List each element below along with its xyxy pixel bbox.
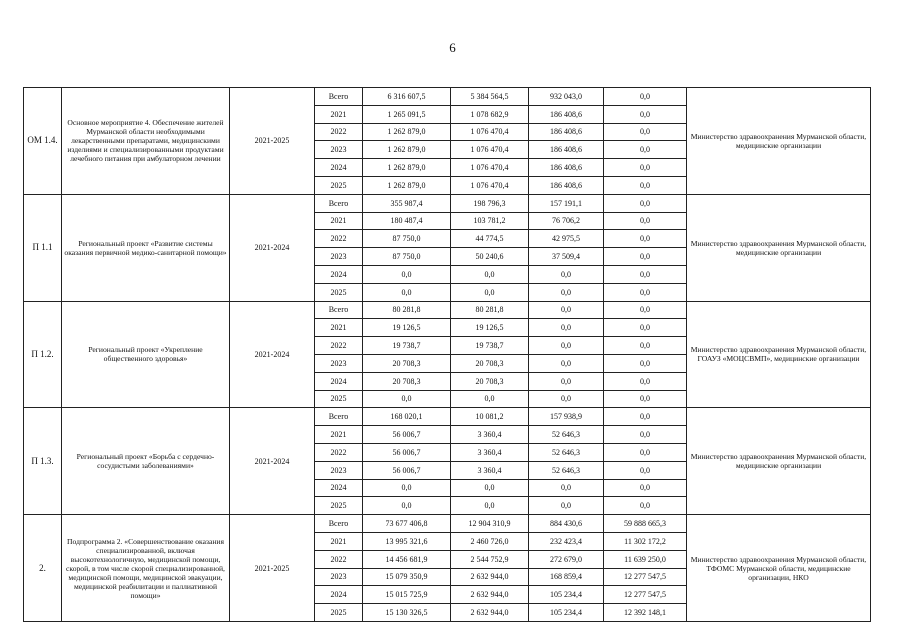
amount-cell: 198 796,3 [451, 194, 529, 212]
year-cell: 2023 [315, 354, 363, 372]
amount-cell: 56 006,7 [363, 443, 451, 461]
amount-cell: 0,0 [529, 479, 604, 497]
amount-cell: 0,0 [604, 319, 687, 337]
responsible-executor: Министерство здравоохранения Мурманской области, медицинские организации [687, 408, 871, 515]
amount-cell: 0,0 [604, 443, 687, 461]
year-cell: 2025 [315, 390, 363, 408]
section-period: 2021-2024 [230, 408, 315, 515]
amount-cell: 105 234,4 [529, 586, 604, 604]
amount-cell: 76 706,2 [529, 212, 604, 230]
amount-cell: 20 708,3 [451, 372, 529, 390]
amount-cell: 87 750,0 [363, 230, 451, 248]
amount-cell: 186 408,6 [529, 159, 604, 177]
amount-cell: 3 360,4 [451, 443, 529, 461]
year-cell: Всего [315, 301, 363, 319]
section-period: 2021-2024 [230, 301, 315, 408]
section-code: ОМ 1.4. [24, 88, 62, 195]
table-row [24, 515, 871, 533]
amount-cell: 56 006,7 [363, 426, 451, 444]
amount-cell: 0,0 [604, 230, 687, 248]
amount-cell: 186 408,6 [529, 176, 604, 194]
amount-cell: 20 708,3 [451, 354, 529, 372]
amount-cell: 186 408,6 [529, 105, 604, 123]
amount-cell: 1 076 470,4 [451, 123, 529, 141]
amount-cell: 0,0 [604, 390, 687, 408]
section-code: П 1.2. [24, 301, 62, 408]
amount-cell: 52 646,3 [529, 426, 604, 444]
year-cell: 2022 [315, 337, 363, 355]
section-period: 2021-2025 [230, 88, 315, 195]
amount-cell: 168 020,1 [363, 408, 451, 426]
year-cell: 2022 [315, 443, 363, 461]
year-cell: 2023 [315, 568, 363, 586]
year-cell: 2021 [315, 319, 363, 337]
amount-cell: 186 408,6 [529, 123, 604, 141]
amount-cell: 3 360,4 [451, 426, 529, 444]
amount-cell: 0,0 [604, 497, 687, 515]
amount-cell: 0,0 [529, 390, 604, 408]
amount-cell: 1 262 879,0 [363, 141, 451, 159]
amount-cell: 0,0 [529, 372, 604, 390]
amount-cell: 42 975,5 [529, 230, 604, 248]
year-cell: Всего [315, 408, 363, 426]
year-cell: 2024 [315, 479, 363, 497]
amount-cell: 0,0 [363, 265, 451, 283]
amount-cell: 87 750,0 [363, 248, 451, 266]
amount-cell: 15 079 350,9 [363, 568, 451, 586]
amount-cell: 2 460 726,0 [451, 532, 529, 550]
amount-cell: 157 938,9 [529, 408, 604, 426]
responsible-executor: Министерство здравоохранения Мурманской области, медицинские организации [687, 194, 871, 301]
amount-cell: 0,0 [604, 141, 687, 159]
amount-cell: 0,0 [604, 123, 687, 141]
amount-cell: 0,0 [529, 265, 604, 283]
section-code: П 1.1 [24, 194, 62, 301]
amount-cell: 44 774,5 [451, 230, 529, 248]
amount-cell: 157 191,1 [529, 194, 604, 212]
table-row [24, 88, 871, 106]
table-row [24, 301, 871, 319]
year-cell: 2024 [315, 372, 363, 390]
amount-cell: 0,0 [529, 337, 604, 355]
year-cell: Всего [315, 515, 363, 533]
amount-cell: 186 408,6 [529, 141, 604, 159]
amount-cell: 11 302 172,2 [604, 532, 687, 550]
amount-cell: 0,0 [529, 497, 604, 515]
amount-cell: 0,0 [451, 479, 529, 497]
amount-cell: 0,0 [451, 265, 529, 283]
amount-cell: 0,0 [604, 248, 687, 266]
amount-cell: 0,0 [604, 265, 687, 283]
amount-cell: 19 126,5 [363, 319, 451, 337]
amount-cell: 103 781,2 [451, 212, 529, 230]
year-cell: 2025 [315, 176, 363, 194]
section-name: Подпрограмма 2. «Совершенствование оказания специализированной, включая высокотехнологичную, медицинской помощи, скорой, в том числе скорой специализированной, медицинской помощи, медицинской эвакуации, медицинской реабилитации и паллиативной помощи» [62, 515, 230, 622]
year-cell: 2022 [315, 230, 363, 248]
amount-cell: 884 430,6 [529, 515, 604, 533]
amount-cell: 12 392 148,1 [604, 604, 687, 622]
amount-cell: 2 632 944,0 [451, 568, 529, 586]
year-cell: Всего [315, 194, 363, 212]
amount-cell: 80 281,8 [451, 301, 529, 319]
year-cell: 2021 [315, 105, 363, 123]
year-cell: 2025 [315, 283, 363, 301]
amount-cell: 1 076 470,4 [451, 176, 529, 194]
responsible-executor: Министерство здравоохранения Мурманской области, ГОАУЗ «МОЦСВМП», медицинские организации [687, 301, 871, 408]
amount-cell: 0,0 [604, 372, 687, 390]
amount-cell: 105 234,4 [529, 604, 604, 622]
year-cell: 2022 [315, 123, 363, 141]
amount-cell: 52 646,3 [529, 443, 604, 461]
amount-cell: 232 423,4 [529, 532, 604, 550]
section-period: 2021-2025 [230, 515, 315, 622]
amount-cell: 1 076 470,4 [451, 159, 529, 177]
amount-cell: 355 987,4 [363, 194, 451, 212]
year-cell: 2024 [315, 265, 363, 283]
amount-cell: 2 632 944,0 [451, 604, 529, 622]
amount-cell: 52 646,3 [529, 461, 604, 479]
year-cell: 2021 [315, 532, 363, 550]
amount-cell: 0,0 [604, 337, 687, 355]
amount-cell: 0,0 [604, 283, 687, 301]
amount-cell: 0,0 [604, 354, 687, 372]
amount-cell: 37 509,4 [529, 248, 604, 266]
amount-cell: 20 708,3 [363, 372, 451, 390]
amount-cell: 19 738,7 [451, 337, 529, 355]
amount-cell: 3 360,4 [451, 461, 529, 479]
amount-cell: 1 078 682,9 [451, 105, 529, 123]
responsible-executor: Министерство здравоохранения Мурманской области, ТФОМС Мурманской области, медицинские организации, НКО [687, 515, 871, 622]
amount-cell: 0,0 [529, 354, 604, 372]
budget-table [23, 87, 871, 622]
amount-cell: 932 043,0 [529, 88, 604, 106]
amount-cell: 168 859,4 [529, 568, 604, 586]
amount-cell: 0,0 [363, 497, 451, 515]
amount-cell: 19 126,5 [451, 319, 529, 337]
year-cell: 2023 [315, 461, 363, 479]
amount-cell: 12 277 547,5 [604, 586, 687, 604]
section-name: Региональный проект «Развитие системы оказания первичной медико-санитарной помощи» [62, 194, 230, 301]
year-cell: 2024 [315, 586, 363, 604]
amount-cell: 1 262 879,0 [363, 159, 451, 177]
amount-cell: 0,0 [604, 105, 687, 123]
amount-cell: 50 240,6 [451, 248, 529, 266]
amount-cell: 0,0 [529, 283, 604, 301]
section-name: Основное мероприятие 4. Обеспечение жителей Мурманской области необходимыми лекарственными препаратами, медицинскими изделиями и специализированными продуктами лечебного питания при амбулаторном лечении [62, 88, 230, 195]
amount-cell: 180 487,4 [363, 212, 451, 230]
section-name: Региональный проект «Укрепление общественного здоровья» [62, 301, 230, 408]
amount-cell: 1 262 879,0 [363, 176, 451, 194]
amount-cell: 1 265 091,5 [363, 105, 451, 123]
year-cell: 2024 [315, 159, 363, 177]
amount-cell: 73 677 406,8 [363, 515, 451, 533]
year-cell: 2025 [315, 497, 363, 515]
amount-cell: 272 679,0 [529, 550, 604, 568]
amount-cell: 20 708,3 [363, 354, 451, 372]
amount-cell: 11 639 250,0 [604, 550, 687, 568]
amount-cell: 0,0 [604, 212, 687, 230]
amount-cell: 0,0 [604, 426, 687, 444]
amount-cell: 0,0 [363, 390, 451, 408]
amount-cell: 0,0 [451, 390, 529, 408]
section-code: 2. [24, 515, 62, 622]
year-cell: 2021 [315, 426, 363, 444]
page-number: 6 [449, 40, 456, 55]
amount-cell: 15 130 326,5 [363, 604, 451, 622]
year-cell: 2023 [315, 141, 363, 159]
amount-cell: 0,0 [451, 497, 529, 515]
amount-cell: 15 015 725,9 [363, 586, 451, 604]
amount-cell: 0,0 [604, 88, 687, 106]
amount-cell: 1 262 879,0 [363, 123, 451, 141]
amount-cell: 10 081,2 [451, 408, 529, 426]
amount-cell: 0,0 [529, 319, 604, 337]
amount-cell: 59 888 665,3 [604, 515, 687, 533]
amount-cell: 12 904 310,9 [451, 515, 529, 533]
amount-cell: 0,0 [604, 194, 687, 212]
amount-cell: 6 316 607,5 [363, 88, 451, 106]
amount-cell: 2 544 752,9 [451, 550, 529, 568]
amount-cell: 0,0 [451, 283, 529, 301]
amount-cell: 0,0 [604, 301, 687, 319]
section-code: П 1.3. [24, 408, 62, 515]
amount-cell: 0,0 [604, 479, 687, 497]
amount-cell: 2 632 944,0 [451, 586, 529, 604]
year-cell: 2021 [315, 212, 363, 230]
amount-cell: 80 281,8 [363, 301, 451, 319]
amount-cell: 19 738,7 [363, 337, 451, 355]
section-period: 2021-2024 [230, 194, 315, 301]
amount-cell: 0,0 [604, 159, 687, 177]
amount-cell: 13 995 321,6 [363, 532, 451, 550]
amount-cell: 0,0 [604, 461, 687, 479]
table-row [24, 194, 871, 212]
amount-cell: 0,0 [363, 479, 451, 497]
table-row [24, 408, 871, 426]
amount-cell: 0,0 [604, 176, 687, 194]
year-cell: 2023 [315, 248, 363, 266]
amount-cell: 0,0 [363, 283, 451, 301]
amount-cell: 56 006,7 [363, 461, 451, 479]
amount-cell: 14 456 681,9 [363, 550, 451, 568]
amount-cell: 1 076 470,4 [451, 141, 529, 159]
amount-cell: 0,0 [604, 408, 687, 426]
amount-cell: 5 384 564,5 [451, 88, 529, 106]
section-name: Региональный проект «Борьба с сердечно-сосудистыми заболеваниями» [62, 408, 230, 515]
amount-cell: 0,0 [529, 301, 604, 319]
responsible-executor: Министерство здравоохранения Мурманской области, медицинские организации [687, 88, 871, 195]
year-cell: 2022 [315, 550, 363, 568]
year-cell: 2025 [315, 604, 363, 622]
year-cell: Всего [315, 88, 363, 106]
amount-cell: 12 277 547,5 [604, 568, 687, 586]
